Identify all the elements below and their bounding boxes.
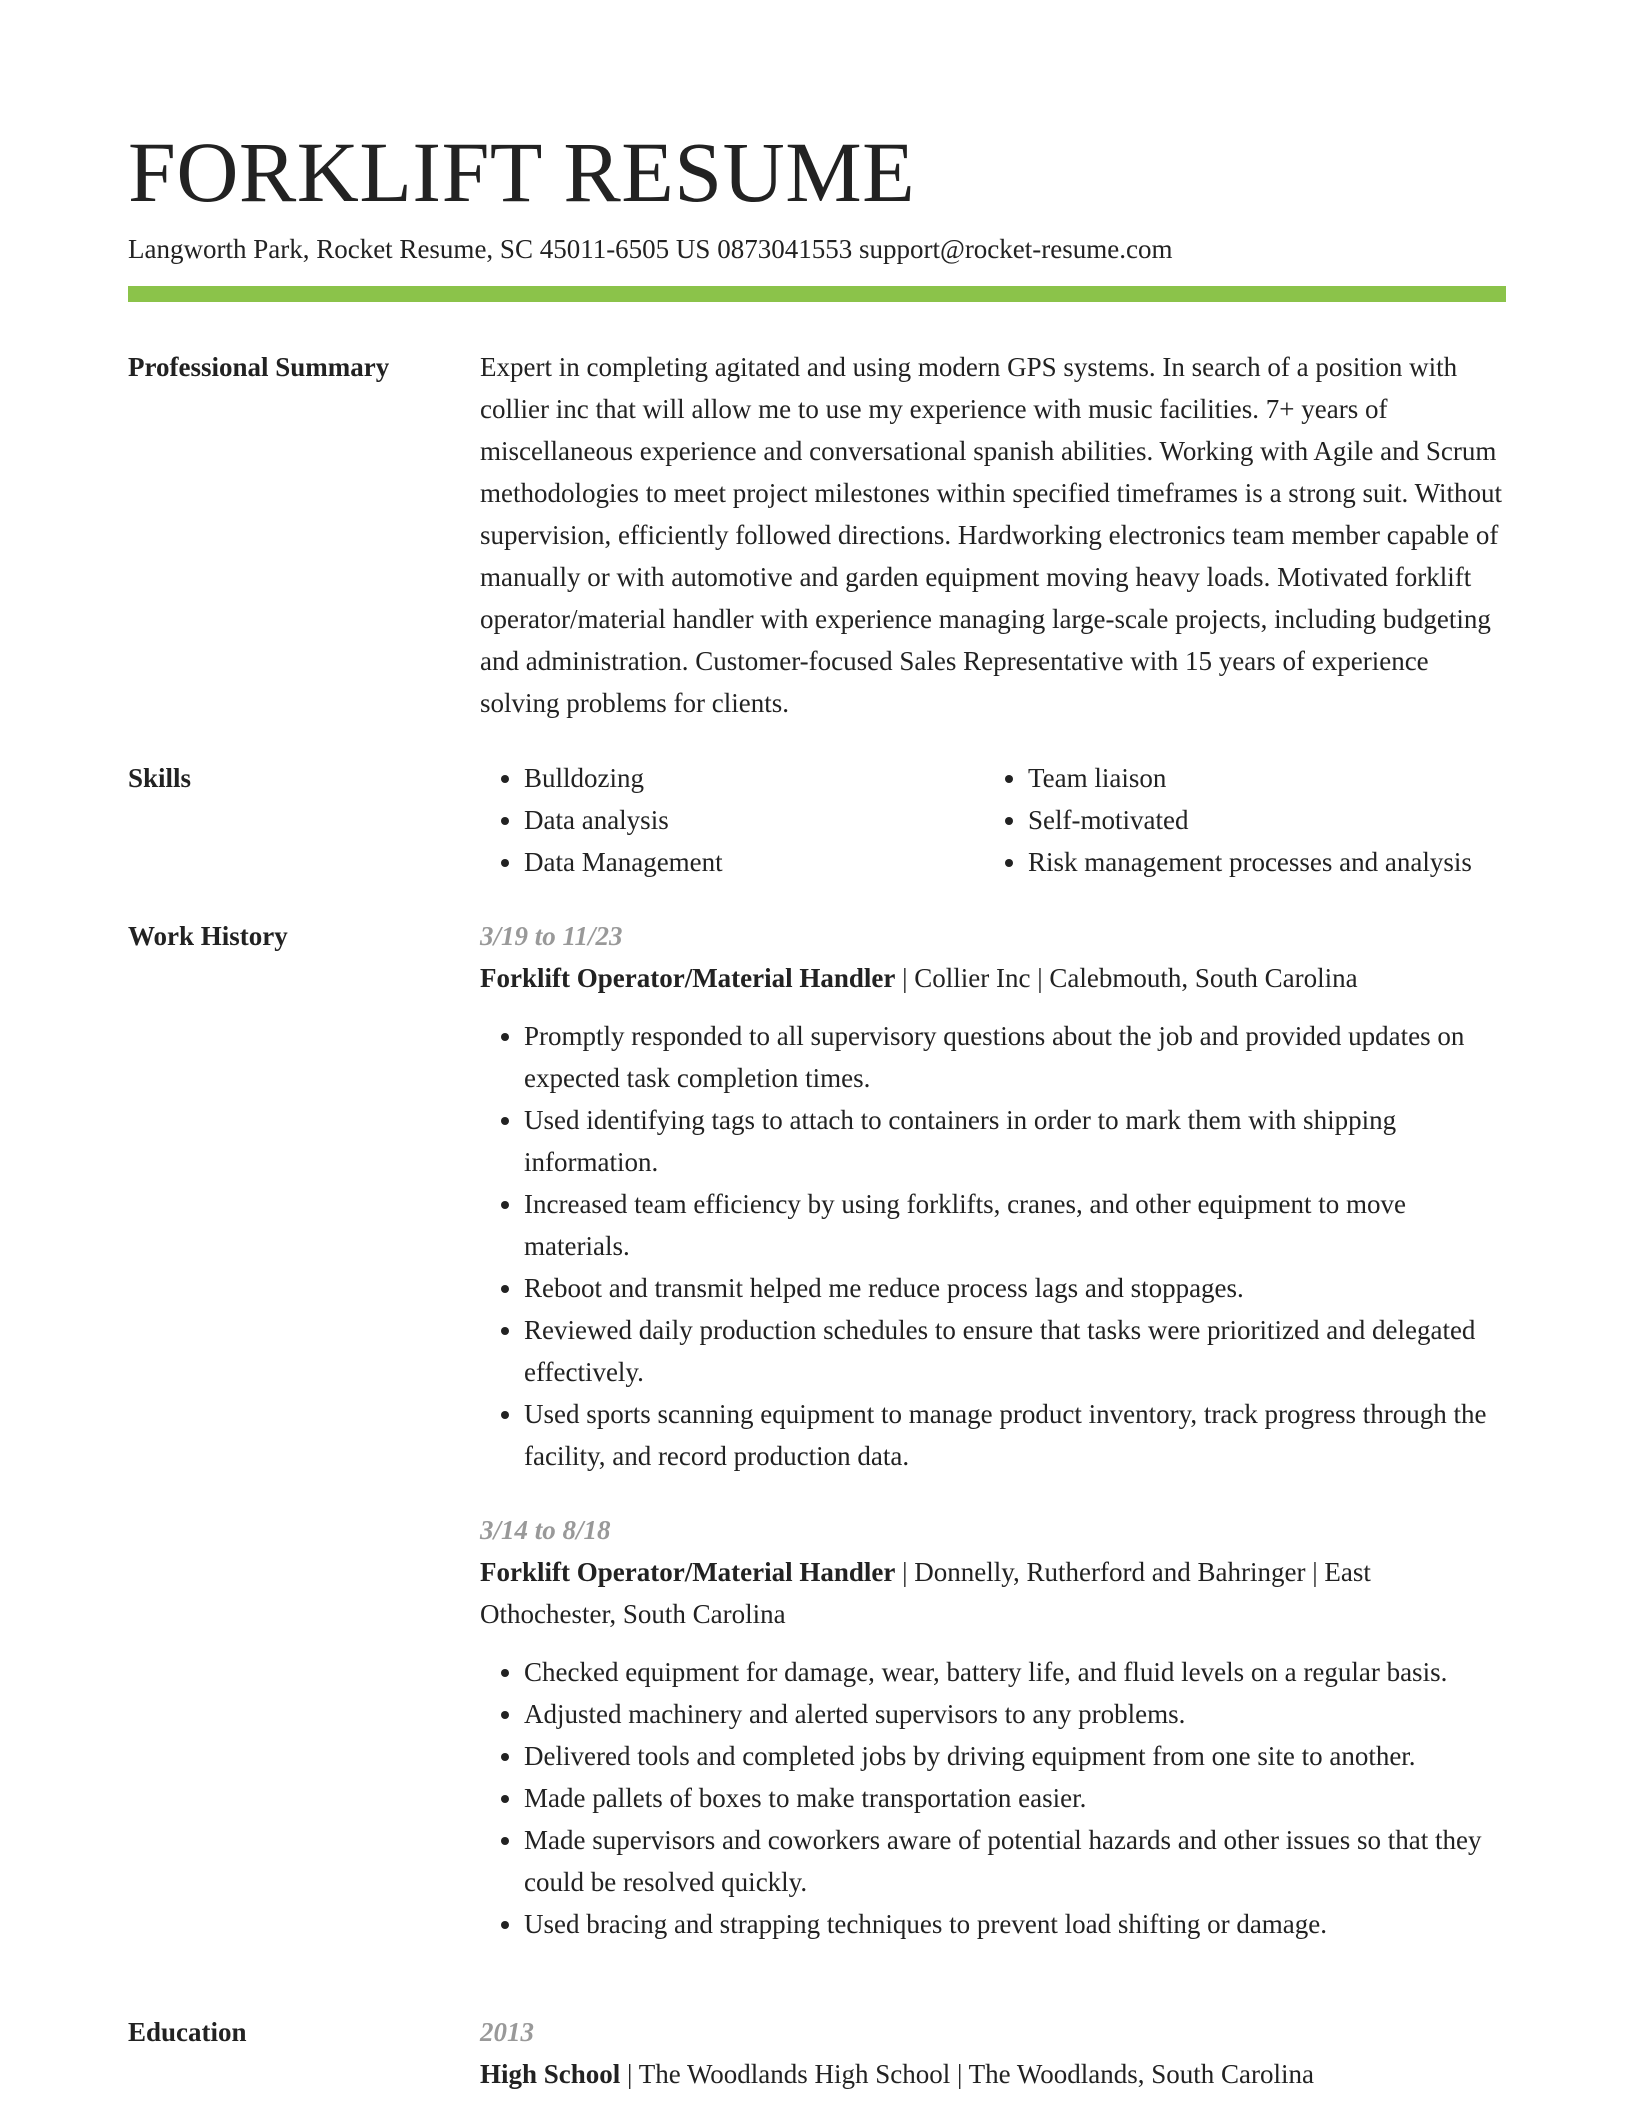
education-school-location: | The Woodlands High School | The Woodlands, South Carolina bbox=[620, 2059, 1314, 2089]
job-entry bbox=[480, 1509, 1506, 1945]
job-bullet: • Promptly responded to all supervisory questions about the job and provided updates on expected task completion times. bbox=[524, 1015, 1506, 1099]
skills-body bbox=[480, 757, 1506, 883]
skill-item: • Risk management processes and analysis bbox=[1028, 841, 1550, 883]
skills-column-2 bbox=[984, 757, 1550, 883]
skill-item: • Team liaison bbox=[1028, 757, 1550, 799]
skill-item: • Self-motivated bbox=[1028, 799, 1550, 841]
job-title: Forklift Operator/Material Handler bbox=[480, 963, 896, 993]
education-body bbox=[480, 2011, 1506, 2095]
job-company-location: | Donnelly, Rutherford and Bahringer | East Othochester, South Carolina bbox=[480, 1557, 1371, 1629]
job-bullet: • Used identifying tags to attach to containers in order to mark them with shipping information. bbox=[524, 1099, 1506, 1183]
job-entry bbox=[480, 915, 1506, 1477]
job-dates: 3/19 to 11/23 bbox=[480, 921, 623, 951]
education-degree: High School bbox=[480, 2059, 621, 2089]
job-title: Forklift Operator/Material Handler bbox=[480, 1557, 896, 1587]
job-role-line bbox=[480, 957, 1506, 999]
job-role-line bbox=[480, 1551, 1506, 1635]
job-bullet: • Delivered tools and completed jobs by driving equipment from one site to another. bbox=[524, 1735, 1506, 1777]
job-dates: 3/14 to 8/18 bbox=[480, 1515, 611, 1545]
job-bullet: • Adjusted machinery and alerted supervisors to any problems. bbox=[524, 1693, 1506, 1735]
job-bullet: • Used bracing and strapping techniques to prevent load shifting or damage. bbox=[524, 1903, 1506, 1945]
work-history-heading: Work History bbox=[128, 921, 288, 951]
summary-text: Expert in completing agitated and using modern GPS systems. In search of a position with collier inc that will allow me to use my experience with music facilities. 7+ years of miscellaneous experience and conversational spanish abilities. Working with Agile and Scrum methodologies to meet project milestones within specified timeframes is a strong suit. Without supervision, efficiently followed directions. Hardworking electronics team member capable of manually or with automotive and garden equipment moving heavy loads. Motivated forklift operator/material handler with experience managing large-scale projects, including budgeting and administration. Customer-focused Sales Representative with 15 years of experience solving problems for clients. bbox=[480, 352, 1502, 718]
job-company-location: | Collier Inc | Calebmouth, South Carolina bbox=[895, 963, 1358, 993]
header-divider bbox=[128, 286, 1506, 302]
skill-item: • Bulldozing bbox=[524, 757, 984, 799]
page-title: FORKLIFT RESUME bbox=[128, 124, 916, 220]
summary-body bbox=[480, 346, 1506, 724]
education-line bbox=[480, 2053, 1506, 2095]
work-history-body bbox=[480, 915, 1506, 1945]
job-bullets bbox=[480, 1651, 1506, 1945]
job-bullet: • Reviewed daily production schedules to ensure that tasks were prioritized and delegated effectively. bbox=[524, 1309, 1506, 1393]
education-year: 2013 bbox=[480, 2017, 534, 2047]
job-bullet: • Checked equipment for damage, wear, battery life, and fluid levels on a regular basis. bbox=[524, 1651, 1506, 1693]
contact-line: Langworth Park, Rocket Resume, SC 45011-6505 US 0873041553 support@rocket-resume.com bbox=[128, 234, 1173, 264]
job-bullet: • Increased team efficiency by using forklifts, cranes, and other equipment to move materials. bbox=[524, 1183, 1506, 1267]
skills-column-1 bbox=[480, 757, 984, 883]
education-heading: Education bbox=[128, 2017, 247, 2047]
job-bullet: • Used sports scanning equipment to manage product inventory, track progress through the facility, and record production data. bbox=[524, 1393, 1506, 1477]
job-spacer bbox=[480, 1477, 1506, 1509]
job-bullet: • Made supervisors and coworkers aware of potential hazards and other issues so that they could be resolved quickly. bbox=[524, 1819, 1506, 1903]
job-bullets bbox=[480, 1015, 1506, 1477]
skills-heading: Skills bbox=[128, 763, 192, 793]
job-bullet: • Reboot and transmit helped me reduce process lags and stoppages. bbox=[524, 1267, 1506, 1309]
skill-item: • Data analysis bbox=[524, 799, 984, 841]
skill-item: • Data Management bbox=[524, 841, 984, 883]
summary-heading: Professional Summary bbox=[128, 352, 390, 382]
job-bullet: • Made pallets of boxes to make transportation easier. bbox=[524, 1777, 1506, 1819]
